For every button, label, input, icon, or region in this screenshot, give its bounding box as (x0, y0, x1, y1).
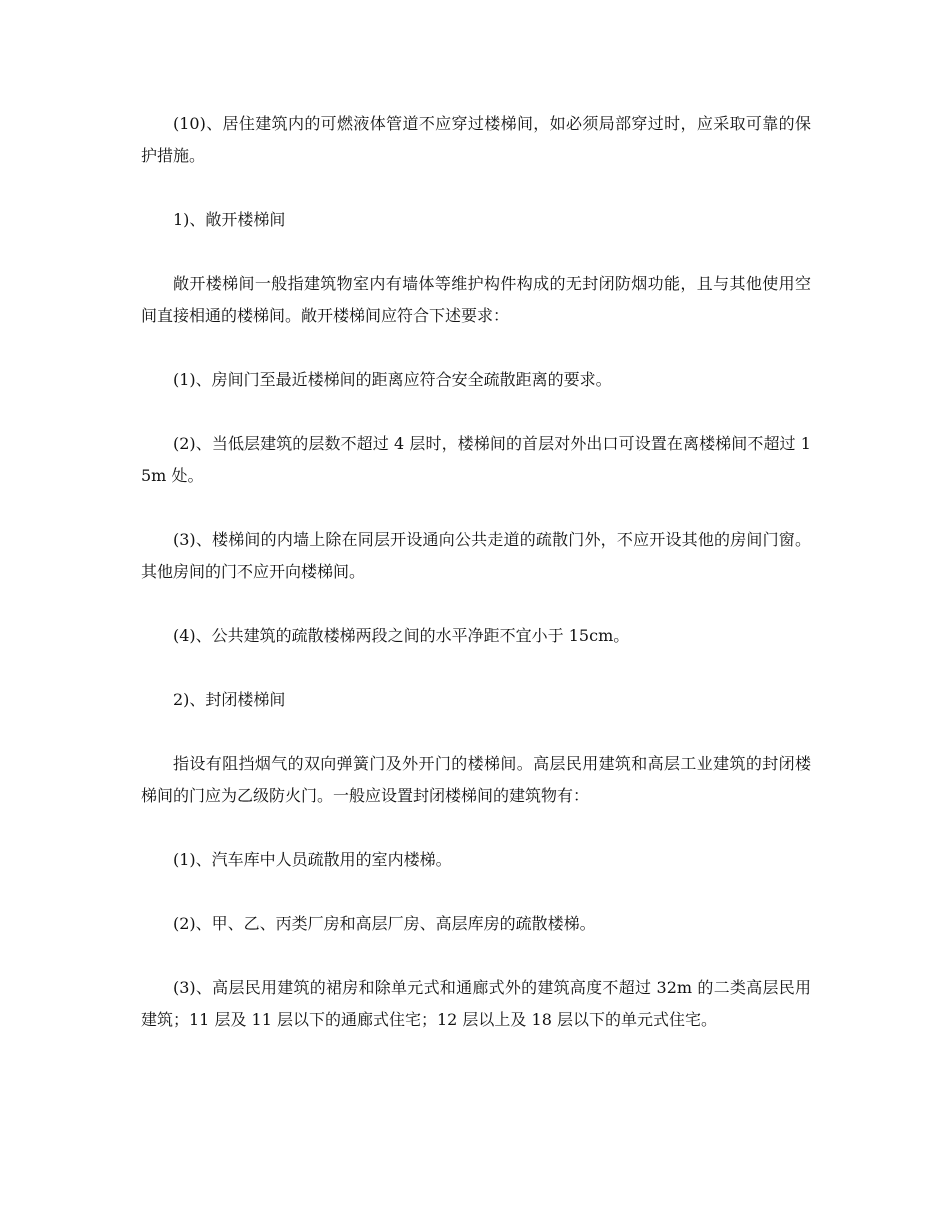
list-item-enclosed-2: (2)、甲、乙、丙类厂房和高层厂房、高层库房的疏散楼梯。 (173, 914, 596, 933)
list-item-enclosed-1: (1)、汽车库中人员疏散用的室内楼梯。 (173, 850, 452, 869)
section-heading-open-stairwell: 1)、敞开楼梯间 (173, 210, 286, 229)
paragraph-open-stairwell-definition: 敞开楼梯间一般指建筑物室内有墙体等维护构件构成的无封闭防烟功能，且与其他使用空间直接相通的楼梯间。敞开楼梯间应符合下述要求： (141, 274, 811, 325)
list-item-open-4: (4)、公共建筑的疏散楼梯两段之间的水平净距不宜小于 15cm。 (173, 626, 630, 645)
section-heading-enclosed-stairwell: 2)、封闭楼梯间 (173, 690, 286, 709)
paragraph-enclosed-stairwell-definition: 指设有阻挡烟气的双向弹簧门及外开门的楼梯间。高层民用建筑和高层工业建筑的封闭楼梯间的门应为乙级防火门。一般应设置封闭楼梯间的建筑物有： (141, 754, 811, 805)
list-item-open-2: (2)、当低层建筑的层数不超过 4 层时，楼梯间的首层对外出口可设置在离楼梯间不超过 15m 处。 (141, 434, 811, 485)
document-body (141, 108, 811, 1068)
paragraph-flammable-pipes: (10)、居住建筑内的可燃液体管道不应穿过楼梯间，如必须局部穿过时，应采取可靠的保护措施。 (141, 114, 811, 165)
list-item-open-1: (1)、房间门至最近楼梯间的距离应符合安全疏散距离的要求。 (173, 370, 612, 389)
list-item-enclosed-3: (3)、高层民用建筑的裙房和除单元式和通廊式外的建筑高度不超过 32m 的二类高层民用建筑；11 层及 11 层以下的通廊式住宅；12 层以上及 18 层以下的单元式住宅。 (141, 978, 811, 1029)
list-item-open-3: (3)、楼梯间的内墙上除在同层开设通向公共走道的疏散门外，不应开设其他的房间门窗。其他房间的门不应开向楼梯间。 (141, 530, 811, 581)
